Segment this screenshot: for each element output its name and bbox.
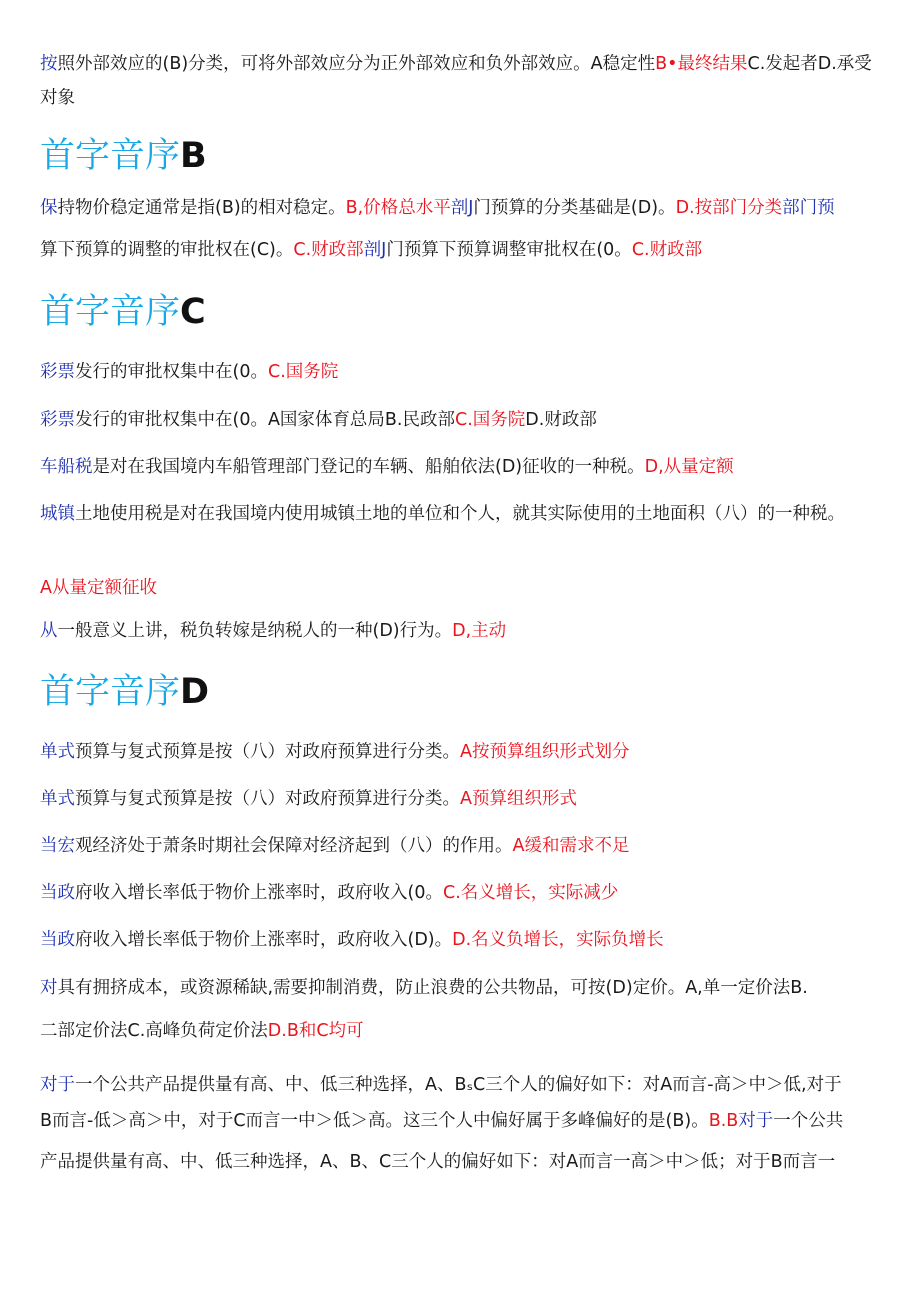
answer-text: C.财政部: [293, 240, 364, 260]
body-text: D.财政部: [525, 410, 597, 430]
answer-text: A从量定额征收: [40, 578, 157, 598]
answer-text: A预算组织形式: [460, 789, 577, 809]
answer-text: B,价格总水平: [345, 198, 451, 218]
keyword-text: 当政: [40, 930, 75, 950]
question-paragraph: [40, 355, 880, 389]
body-text: 产品提供量有高、中、低三种选择，A、B、C三个人的偏好如下：对A而言一高＞中＞低；对于B而言一: [40, 1152, 836, 1172]
keyword-text: 从: [40, 621, 58, 641]
question-paragraph: [40, 614, 880, 648]
body-text: 一个公共产品提供量有高、中、低三种选择，A、BₛC三个人的偏好如下：对A而言-高＞中＞低,对于: [75, 1075, 842, 1095]
keyword-text: 剖J: [363, 240, 387, 260]
body-text: 持物价稳定通常是指(B)的相对稳定。: [57, 198, 346, 218]
body-text: 观经济处于萧条时期社会保障对经济起到（八）的作用。: [75, 836, 513, 856]
question-paragraph: [40, 571, 880, 605]
body-text: 府收入增长率低于物价上涨率时，政府收入(D)。: [75, 930, 453, 950]
body-text: 土地使用税是对在我国境内使用城镇土地的单位和个人，就其实际使用的土地面积（八）的一种税。: [75, 504, 845, 524]
question-paragraph: [40, 233, 880, 267]
question-paragraph: [40, 876, 880, 910]
question-paragraph: [40, 497, 880, 531]
keyword-text: 按: [40, 54, 58, 74]
question-paragraph: [40, 1145, 880, 1179]
body-text: 预算与复式预算是按（八）对政府预算进行分类。: [75, 789, 460, 809]
section-heading: [40, 290, 206, 334]
heading-text: 首字音序: [40, 136, 181, 176]
heading-letter: B: [180, 136, 207, 176]
keyword-text: 对于: [738, 1111, 774, 1131]
question-paragraph: [40, 923, 880, 957]
question-paragraph: [40, 1104, 880, 1138]
body-text: 算下预算的调整的审批权在(C)。: [40, 240, 294, 260]
heading-text: 首字音序: [40, 292, 181, 332]
body-text: 一个公共: [773, 1111, 844, 1131]
question-paragraph: [40, 1068, 880, 1102]
keyword-text: 对: [40, 978, 58, 998]
answer-text: A缓和需求不足: [512, 836, 630, 856]
question-paragraph: [40, 782, 880, 816]
section-heading: [40, 134, 207, 178]
answer-text: C.国务院: [267, 362, 339, 382]
question-paragraph: [40, 1014, 880, 1048]
question-paragraph: [40, 191, 880, 225]
answer-text: D,从量定额: [644, 457, 734, 477]
answer-text: D,主动: [452, 621, 507, 641]
keyword-text: 剖J: [450, 198, 474, 218]
answer-text: A按预算组织形式划分: [460, 742, 630, 762]
body-text: C.发起者D.承受对象: [40, 54, 872, 108]
body-text: 发行的审批权集中在(0。: [75, 362, 268, 382]
keyword-text: 单式: [40, 742, 75, 762]
answer-text: B•最终结果: [655, 54, 748, 74]
body-text: 门预算的分类基础是(D)。: [473, 198, 676, 218]
keyword-text: 部门预: [782, 198, 835, 218]
body-text: 具有拥挤成本，或资源稀缺,需要抑制消费，防止浪费的公共物品，可按(D)定价。A,单一定价法B.: [57, 978, 808, 998]
body-text: 二部定价法C.高峰负荷定价法: [40, 1021, 268, 1041]
body-text: 发行的审批权集中在(0。A国家体育总局B.民政部: [75, 410, 455, 430]
answer-text: B.B: [708, 1111, 739, 1131]
answer-text: C.财政部: [631, 240, 703, 260]
answer-text: D.B和C均可: [267, 1021, 364, 1041]
question-paragraph: [40, 971, 880, 1005]
answer-text: C.名义增长，实际减少: [442, 883, 619, 903]
section-heading: [40, 670, 209, 714]
body-text: 照外部效应的(B)分类，可将外部效应分为正外部效应和负外部效应。A稳定性: [57, 54, 656, 74]
keyword-text: 彩票: [40, 362, 75, 382]
question-paragraph: [40, 735, 880, 769]
answer-text: D.按部门分类: [675, 198, 783, 218]
keyword-text: 车船税: [40, 457, 93, 477]
keyword-text: 当宏: [40, 836, 75, 856]
keyword-text: 保: [40, 198, 58, 218]
body-text: 是对在我国境内车船管理部门登记的车辆、船舶依法(D)征收的一种税。: [92, 457, 645, 477]
body-text: B而言-低＞高＞中，对于C而言一中＞低＞高。这三个人中偏好属于多峰偏好的是(B)。: [40, 1111, 709, 1131]
question-paragraph: [40, 403, 880, 437]
keyword-text: 对于: [40, 1075, 75, 1095]
body-text: 预算与复式预算是按（八）对政府预算进行分类。: [75, 742, 460, 762]
body-text: 一般意义上讲，税负转嫁是纳税人的一种(D)行为。: [57, 621, 453, 641]
body-text: 门预算下预算调整审批权在(0。: [386, 240, 632, 260]
keyword-text: 当政: [40, 883, 75, 903]
keyword-text: 城镇: [40, 504, 75, 524]
keyword-text: 彩票: [40, 410, 75, 430]
keyword-text: 单式: [40, 789, 75, 809]
heading-letter: D: [180, 672, 210, 712]
question-paragraph: [40, 450, 880, 484]
body-text: 府收入增长率低于物价上涨率时，政府收入(0。: [75, 883, 443, 903]
answer-text: C.国务院: [455, 410, 526, 430]
heading-letter: C: [180, 292, 206, 332]
question-paragraph: [40, 47, 880, 115]
heading-text: 首字音序: [40, 672, 181, 712]
question-paragraph: [40, 829, 880, 863]
answer-text: D.名义负增长，实际负增长: [452, 930, 664, 950]
